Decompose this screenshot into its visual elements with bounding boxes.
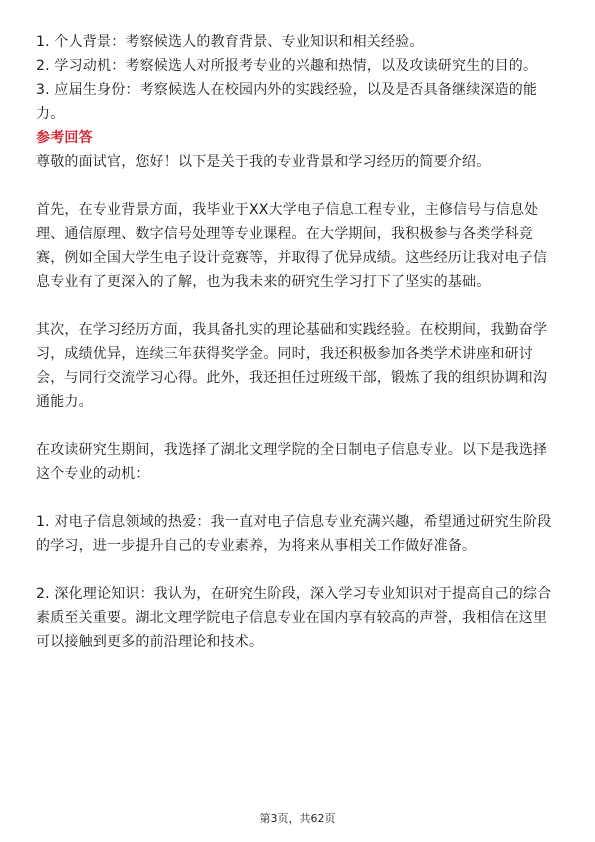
paragraph-gap: [36, 174, 560, 198]
criterion-line: 1. 个人背景：考察候选人的教育背景、专业知识和相关经验。: [36, 34, 424, 50]
paragraph-gap: [36, 414, 560, 438]
paragraph-line: 息专业有了更深入的了解，也为我未来的研究生学习打下了坚实的基础。: [36, 274, 491, 290]
paragraph-line: 在攻读研究生期间，我选择了湖北文理学院的全日制电子信息专业。以下是我选择: [36, 442, 548, 458]
motive-line: 1. 对电子信息领域的热爱：我一直对电子信息专业充满兴趣，希望通过研究生阶段: [36, 514, 552, 530]
paragraph-line: 理、通信原理、数字信号处理等专业课程。在大学期间，我积极参与各类学科竞: [36, 226, 533, 242]
paragraph-line: 习，成绩优异，连续三年获得奖学金。同时，我还积极参加各类学术讲座和研讨: [36, 346, 533, 362]
criterion-line: 力。: [36, 106, 65, 122]
motive-line: 的学习，进一步提升自己的专业素养，为将来从事相关工作做好准备。: [36, 538, 477, 554]
paragraph-gap: [36, 486, 560, 510]
page-content: [36, 30, 560, 654]
paragraph-gap: [36, 294, 560, 318]
criterion-line: 2. 学习动机：考察候选人对所报考专业的兴趣和热情，以及攻读研究生的目的。: [36, 58, 538, 74]
paragraph-line: 赛，例如全国大学生电子设计竞赛等，并取得了优异成绩。这些经历让我对电子信: [36, 250, 548, 266]
greeting-text: 尊敬的面试官，您好！以下是关于我的专业背景和学习经历的简要介绍。: [36, 154, 491, 170]
answer-heading: 参考回答: [36, 130, 93, 146]
motive-line: 素质至关重要。湖北文理学院电子信息专业在国内享有较高的声誉，我相信在这里: [36, 610, 548, 626]
criterion-line: 3. 应届生身份：考察候选人在校园内外的实践经验，以及是否具备继续深造的能: [36, 82, 538, 98]
paragraph-line: 首先，在专业背景方面，我毕业于XX大学电子信息工程专业，主修信号与信息处: [36, 202, 539, 218]
page-number-footer: 第3页，共62页: [259, 812, 336, 825]
paragraph-line: 通能力。: [36, 394, 93, 410]
paragraph-gap: [36, 558, 560, 582]
paragraph-line: 会，与同行交流学习心得。此外，我还担任过班级干部，锻炼了我的组织协调和沟: [36, 370, 548, 386]
paragraph-line: 这个专业的动机：: [36, 466, 150, 482]
motive-line: 可以接触到更多的前沿理论和技术。: [36, 634, 264, 650]
motive-line: 2. 深化理论知识：我认为，在研究生阶段，深入学习专业知识对于提高自己的综合: [36, 586, 552, 602]
paragraph-line: 其次，在学习经历方面，我具备扎实的理论基础和实践经验。在校期间，我勤奋学: [36, 322, 548, 338]
